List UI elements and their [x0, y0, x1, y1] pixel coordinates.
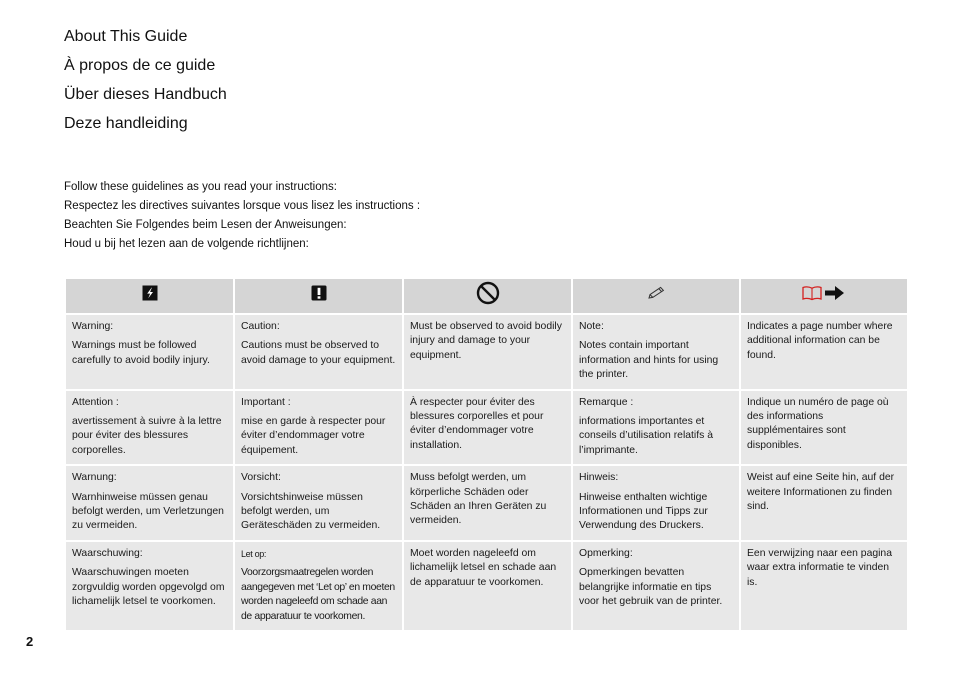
intro-text	[64, 178, 420, 254]
intro-english: Follow these guidelines as you read your instructions:	[64, 181, 337, 193]
reference-desc: Weist auf eine Seite hin, auf der weitere Informationen zu finden sind.	[747, 472, 895, 513]
header-cell-prohibited	[403, 278, 572, 314]
reference-desc: Indique un numéro de page où des informations supplémentaires sont disponibles.	[747, 396, 889, 451]
note-cell	[572, 465, 740, 541]
caution-cell	[234, 390, 403, 466]
reference-cell	[740, 314, 908, 390]
prohibited-icon	[476, 281, 500, 305]
caution-desc: mise en garde à respecter pour éviter d’endommager votre équipement.	[241, 416, 386, 456]
warning-label: Warnung:	[72, 472, 117, 484]
title-english: About This Guide	[64, 28, 188, 45]
intro-french: Respectez les directives suivantes lorsque vous lisez les instructions :	[64, 200, 421, 212]
guidelines-table	[64, 277, 909, 632]
caution-cell	[234, 465, 403, 541]
warning-label: Warning:	[72, 321, 114, 332]
caution-cell	[234, 541, 403, 631]
warning-desc: Warnings must be followed carefully to avoid bodily injury.	[72, 340, 210, 366]
observe-desc: Moet worden nageleefd om lichamelijk letsel en schade aan de apparatuur te voorkomen.	[410, 547, 557, 588]
icon-header-row	[65, 278, 908, 314]
warning-icon	[142, 285, 158, 301]
caution-cell	[234, 314, 403, 390]
book-arrow-icon	[802, 284, 846, 302]
note-label: Hinweis:	[579, 472, 619, 484]
observe-cell	[403, 465, 572, 541]
caution-desc: Cautions must be observed to avoid damage to your equipment.	[241, 340, 396, 366]
note-cell	[572, 314, 740, 390]
header-cell-note	[572, 278, 740, 314]
page-number: 2	[26, 634, 34, 649]
caution-icon	[311, 285, 327, 301]
header-cell-caution	[234, 278, 403, 314]
observe-desc: À respecter pour éviter des blessures corporelles et pour éviter d’endommager votre installation.	[410, 396, 544, 451]
warning-label: Waarschuwing:	[72, 547, 143, 559]
reference-cell	[740, 390, 908, 466]
note-label: Note:	[579, 321, 604, 332]
header-cell-warning	[65, 278, 234, 314]
observe-cell	[403, 314, 572, 390]
warning-cell	[65, 465, 234, 541]
title-french: À propos de ce guide	[64, 57, 216, 74]
observe-cell	[403, 390, 572, 466]
warning-cell	[65, 390, 234, 466]
note-label: Remarque :	[579, 396, 634, 408]
table-row-german	[65, 465, 908, 541]
title-dutch: Deze handleiding	[64, 115, 188, 132]
note-cell	[572, 541, 740, 631]
observe-cell	[403, 541, 572, 631]
caution-label: Important :	[241, 396, 291, 408]
warning-desc: Waarschuwingen moeten zorgvuldig worden opgevolgd om lichamelijk letsel te voorkomen.	[72, 567, 225, 608]
reference-desc: Indicates a page number where additional information can be found.	[747, 321, 893, 361]
title-german: Über dieses Handbuch	[64, 86, 227, 103]
note-desc: Hinweise enthalten wichtige Informationen und Tipps zur Verwendung des Druckers.	[579, 491, 708, 532]
header-cell-reference	[740, 278, 908, 314]
warning-desc: Warnhinweise müssen genau befolgt werden, um Verletzungen zu vermeiden.	[72, 491, 224, 532]
warning-desc: avertissement à suivre à la lettre pour éviter des blessures corporelles.	[72, 416, 222, 456]
reference-cell	[740, 465, 908, 541]
caution-label: Let op:	[241, 548, 267, 559]
observe-desc: Muss befolgt werden, um körperliche Schäden oder Schäden an Ihren Geräten zu vermeiden.	[410, 472, 547, 527]
note-desc: Notes contain important information and hints for using the printer.	[579, 340, 719, 381]
caution-desc: Vorsichtshinweise müssen befolgt werden, um Geräteschäden zu vermeiden.	[241, 491, 381, 532]
warning-cell	[65, 314, 234, 390]
intro-dutch: Houd u bij het lezen aan de volgende richtlijnen:	[64, 238, 309, 250]
note-pencil-icon	[647, 286, 665, 300]
table-row-dutch	[65, 541, 908, 631]
reference-cell	[740, 541, 908, 631]
table-row-english	[65, 314, 908, 390]
observe-desc: Must be observed to avoid bodily injury and damage to your equipment.	[410, 321, 562, 361]
note-label: Opmerking:	[579, 547, 633, 559]
guide-titles	[64, 22, 227, 138]
caution-desc: Voorzorgsmaatregelen worden aangegeven met ‘Let op’ en moeten worden nageleefd om schade aan de apparatuur te voorkomen.	[241, 567, 395, 622]
table-row-french	[65, 390, 908, 466]
note-desc: Opmerkingen bevatten belangrijke informatie en tips voor het gebruik van de printer.	[579, 567, 723, 608]
note-cell	[572, 390, 740, 466]
warning-cell	[65, 541, 234, 631]
reference-desc: Een verwijzing naar een pagina waar extra informatie te vinden is.	[747, 547, 892, 588]
warning-label: Attention :	[72, 396, 119, 408]
intro-german: Beachten Sie Folgendes beim Lesen der Anweisungen:	[64, 219, 347, 231]
note-desc: informations importantes et conseils d’utilisation relatifs à l’imprimante.	[579, 416, 713, 456]
caution-label: Vorsicht:	[241, 472, 281, 484]
caution-label: Caution:	[241, 321, 280, 332]
